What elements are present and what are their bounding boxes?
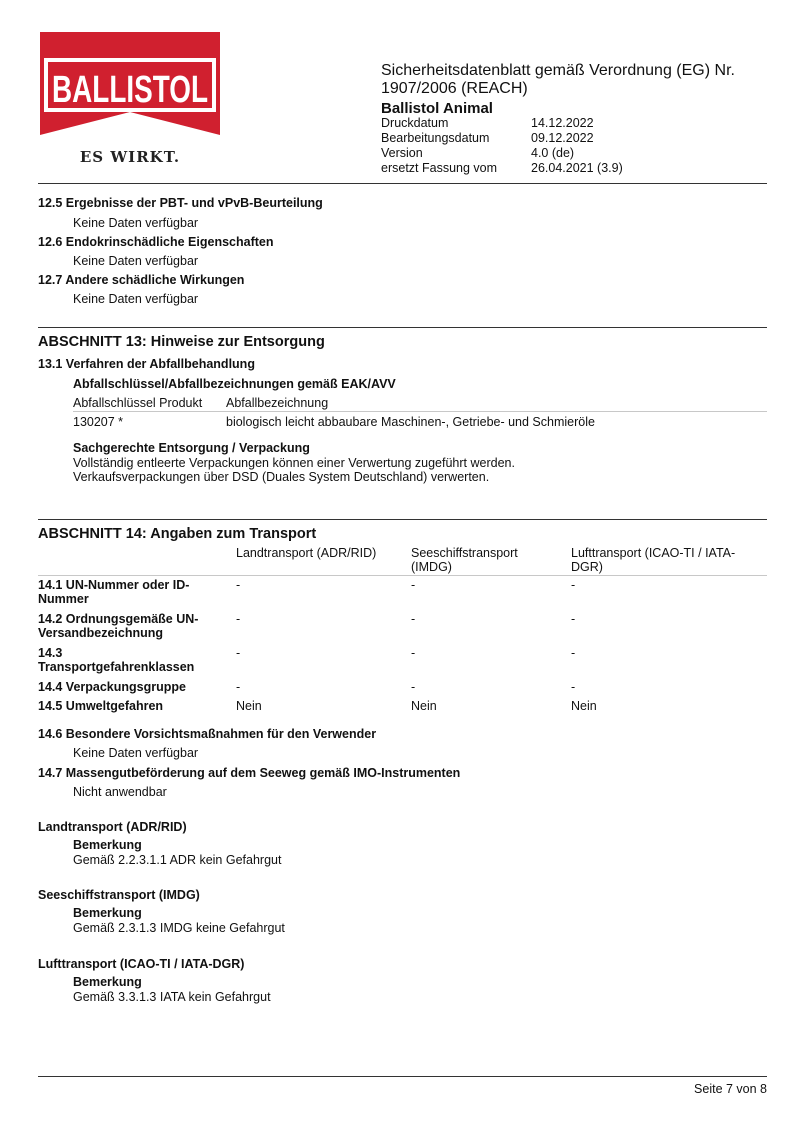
meta-value: 4.0 (de) [531,146,575,160]
transport-cell: Nein [571,699,597,713]
waste-code-heading: Abfallschlüssel/Abfallbezeichnungen gemäß EAK/AVV [73,377,396,391]
transport-row-label: 14.4 Verpackungsgruppe [38,680,186,694]
meta-row [381,161,623,176]
meta-key: Version [381,146,423,160]
waste-col-desc: Abfallbezeichnung [226,396,329,410]
air-remark-text: Gemäß 3.3.1.3 IATA kein Gefahrgut [73,990,271,1004]
s12-7-text: Keine Daten verfügbar [73,292,199,306]
document-title: Sicherheitsdatenblatt gemäß Verordnung (EG) Nr. 1907/2006 (REACH) [381,62,735,97]
header-rule [38,183,767,184]
logo-slogan: ES WIRKT. [79,148,181,166]
s12-5-text: Keine Daten verfügbar [73,216,199,230]
air-remark-label: Bemerkung [73,975,142,989]
logo-graphic [40,32,220,170]
transport-cell: Nein [411,699,437,713]
disposal-line: Verkaufsverpackungen über DSD (Duales System Deutschland) verwerten. [73,470,490,484]
meta-row [381,116,623,131]
logo-brand-text: BALLISTOL [52,69,208,111]
s14-7-title: 14.7 Massengutbeförderung auf dem Seeweg gemäß IMO-Instrumenten [38,766,461,780]
transport-col-air: Lufttransport (ICAO-TI / IATA-DGR) [571,546,736,574]
meta-row [381,146,623,161]
s14-rule [38,519,767,520]
transport-header-rule [38,575,767,576]
meta-key: Druckdatum [381,116,449,130]
transport-cell: - [236,646,241,660]
land-remark-text: Gemäß 2.2.3.1.1 ADR kein Gefahrgut [73,853,282,867]
transport-row-label: 14.3 Transportgefahrenklassen [38,646,195,674]
sea-remark-label: Bemerkung [73,906,142,920]
sea-remark-text: Gemäß 2.3.1.3 IMDG keine Gefahrgut [73,921,285,935]
document-meta [381,116,623,176]
s14-6-text: Keine Daten verfügbar [73,746,199,760]
meta-value: 14.12.2022 [531,116,594,130]
land-remark-label: Bemerkung [73,838,142,852]
product-name: Ballistol Animal [381,100,493,117]
transport-row-label: 14.2 Ordnungsgemäße UN-Versandbezeichnung [38,612,199,640]
transport-cell: - [411,612,416,626]
waste-table-rule [73,411,767,412]
land-transport-title: Landtransport (ADR/RID) [38,820,187,834]
transport-cell: - [411,680,416,694]
transport-cell: - [236,578,241,592]
transport-cell: - [571,646,576,660]
sea-transport-title: Seeschiffstransport (IMDG) [38,888,200,902]
waste-col-code: Abfallschlüssel Produkt [73,396,203,410]
meta-value: 26.04.2021 (3.9) [531,161,623,175]
s12-6-text: Keine Daten verfügbar [73,254,199,268]
meta-value: 09.12.2022 [531,131,594,145]
transport-cell: - [411,646,416,660]
disposal-heading: Sachgerechte Entsorgung / Verpackung [73,441,310,455]
transport-cell: Nein [236,699,262,713]
s12-5-title: 12.5 Ergebnisse der PBT- und vPvB-Beurteilung [38,196,323,210]
waste-code: 130207 * [73,415,124,429]
transport-col-sea: Seeschiffstransport (IMDG) [411,546,518,574]
transport-cell: - [411,578,416,592]
s13-title: ABSCHNITT 13: Hinweise zur Entsorgung [38,334,325,350]
footer-rule [38,1076,767,1077]
transport-row-label: 14.5 Umweltgefahren [38,699,164,713]
transport-cell: - [571,680,576,694]
meta-row [381,131,623,146]
s13-1-title: 13.1 Verfahren der Abfallbehandlung [38,357,255,371]
transport-cell: - [571,578,576,592]
s12-7-title: 12.7 Andere schädliche Wirkungen [38,273,245,287]
s13-rule [38,327,767,328]
transport-col-land: Landtransport (ADR/RID) [236,546,377,560]
ballistol-logo [40,32,220,170]
s14-6-title: 14.6 Besondere Vorsichtsmaßnahmen für den Verwender [38,727,377,741]
transport-cell: - [571,612,576,626]
transport-cell: - [236,680,241,694]
meta-key: Bearbeitungsdatum [381,131,490,145]
transport-row-label: 14.1 UN-Nummer oder ID-Nummer [38,578,190,606]
air-transport-title: Lufttransport (ICAO-TI / IATA-DGR) [38,957,245,971]
disposal-line: Vollständig entleerte Verpackungen können einer Verwertung zugeführt werden. [73,456,515,470]
waste-desc: biologisch leicht abbaubare Maschinen-, Getriebe- und Schmieröle [226,415,595,429]
s12-6-title: 12.6 Endokrinschädliche Eigenschaften [38,235,274,249]
meta-key: ersetzt Fassung vom [381,161,498,175]
s14-title: ABSCHNITT 14: Angaben zum Transport [38,526,317,542]
disposal-text [73,456,515,484]
page-number: Seite 7 von 8 [694,1082,767,1096]
transport-cell: - [236,612,241,626]
s14-7-text: Nicht anwendbar [73,785,167,799]
